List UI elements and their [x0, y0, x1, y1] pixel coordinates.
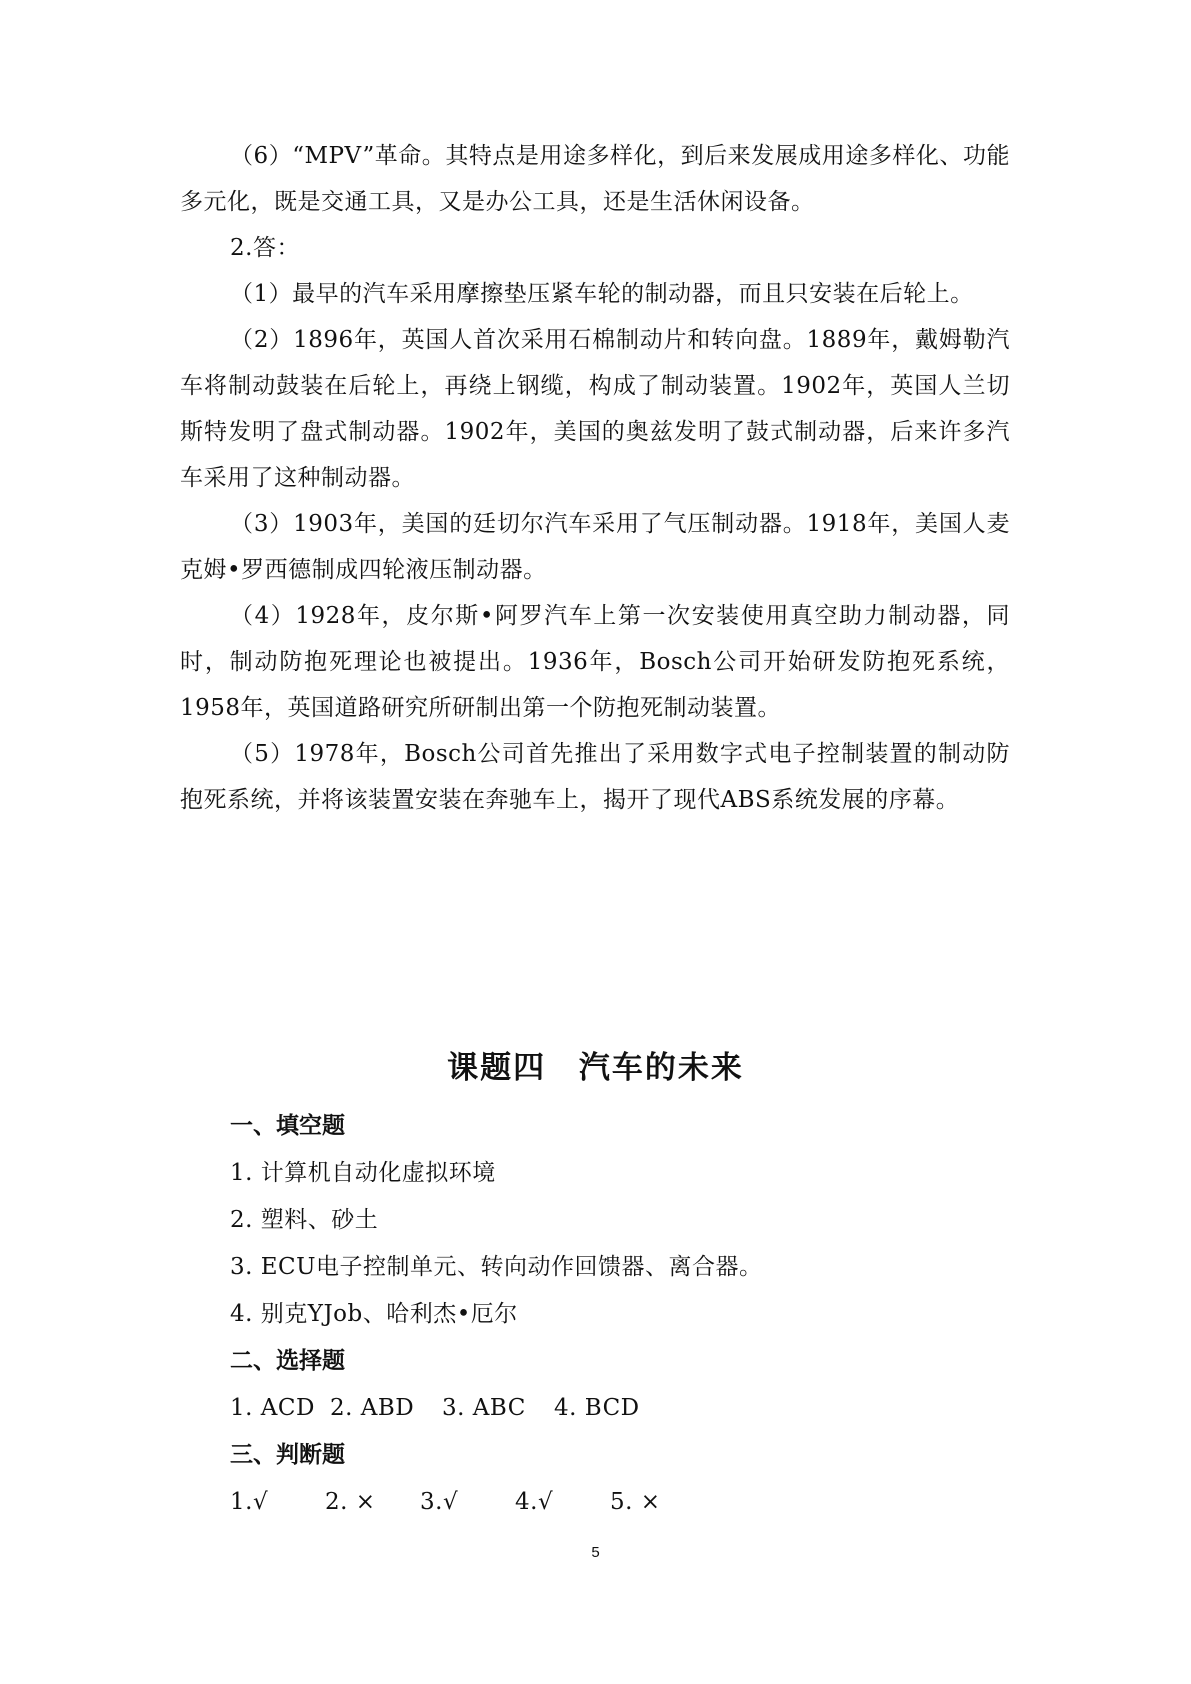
- section-heading-fill-blank: 一、填空题: [230, 1113, 345, 1139]
- judge-answer: 5. ×: [610, 1489, 661, 1515]
- choice-answer: 4. BCD: [554, 1395, 640, 1421]
- paragraph-brake-3: （3）1903年，美国的廷切尔汽车采用了气压制动器。1918年，美国人麦克姆•罗西德制成四轮液压制动器。: [180, 511, 1010, 583]
- judge-answer: 3.√: [420, 1489, 459, 1515]
- judge-answer: 1.√: [230, 1489, 269, 1515]
- judge-answers: [230, 1479, 1010, 1526]
- section-heading-choice: 二、选择题: [230, 1348, 345, 1374]
- chapter-title: 课题四 汽车的未来: [447, 1050, 744, 1086]
- fill-blank-item: 4. 别克YJob、哈利杰•厄尔: [230, 1301, 518, 1327]
- fill-blank-item: 3. ECU电子控制单元、转向动作回馈器、离合器。: [230, 1254, 763, 1280]
- choice-answer: 3. ABC: [442, 1395, 526, 1421]
- paragraph-answer-2: 2.答：: [230, 235, 300, 261]
- fill-blank-item: 1. 计算机自动化虚拟环境: [230, 1160, 496, 1186]
- paragraph-brake-2: （2）1896年，英国人首次采用石棉制动片和转向盘。1889年，戴姆勒汽车将制动鼓装在后轮上，再绕上钢缆，构成了制动装置。1902年，英国人兰切斯特发明了盘式制动器。1902年，美国的奥兹发明了鼓式制动器，后来许多汽车采用了这种制动器。: [180, 327, 1010, 491]
- judge-answer: 2. ×: [325, 1489, 376, 1515]
- fill-blank-section: [230, 1103, 1010, 1526]
- choice-answers: [230, 1385, 1010, 1432]
- section-heading-judge: 三、判断题: [230, 1442, 345, 1468]
- answer-text-block: [180, 133, 1010, 823]
- choice-answer: 1. ACD: [230, 1395, 315, 1421]
- judge-answer: 4.√: [515, 1489, 554, 1515]
- page-number: 5: [591, 1544, 600, 1561]
- paragraph-mpv: （6）“MPV”革命。其特点是用途多样化，到后来发展成用途多样化、功能多元化，既是交通工具，又是办公工具，还是生活休闲设备。: [180, 143, 1010, 215]
- fill-blank-item: 2. 塑料、砂土: [230, 1207, 379, 1233]
- paragraph-brake-4: （4）1928年，皮尔斯•阿罗汽车上第一次安装使用真空助力制动器，同时，制动防抱死理论也被提出。1936年，Bosch公司开始研发防抱死系统，1958年，英国道路研究所研制出第一个防抱死制动装置。: [180, 603, 1010, 721]
- paragraph-brake-5: （5）1978年，Bosch公司首先推出了采用数字式电子控制装置的制动防抱死系统，并将该装置安装在奔驰车上，揭开了现代ABS系统发展的序幕。: [180, 741, 1010, 813]
- choice-answer: 2. ABD: [330, 1395, 415, 1421]
- paragraph-brake-1: （1）最早的汽车采用摩擦垫压紧车轮的制动器，而且只安装在后轮上。: [230, 281, 974, 307]
